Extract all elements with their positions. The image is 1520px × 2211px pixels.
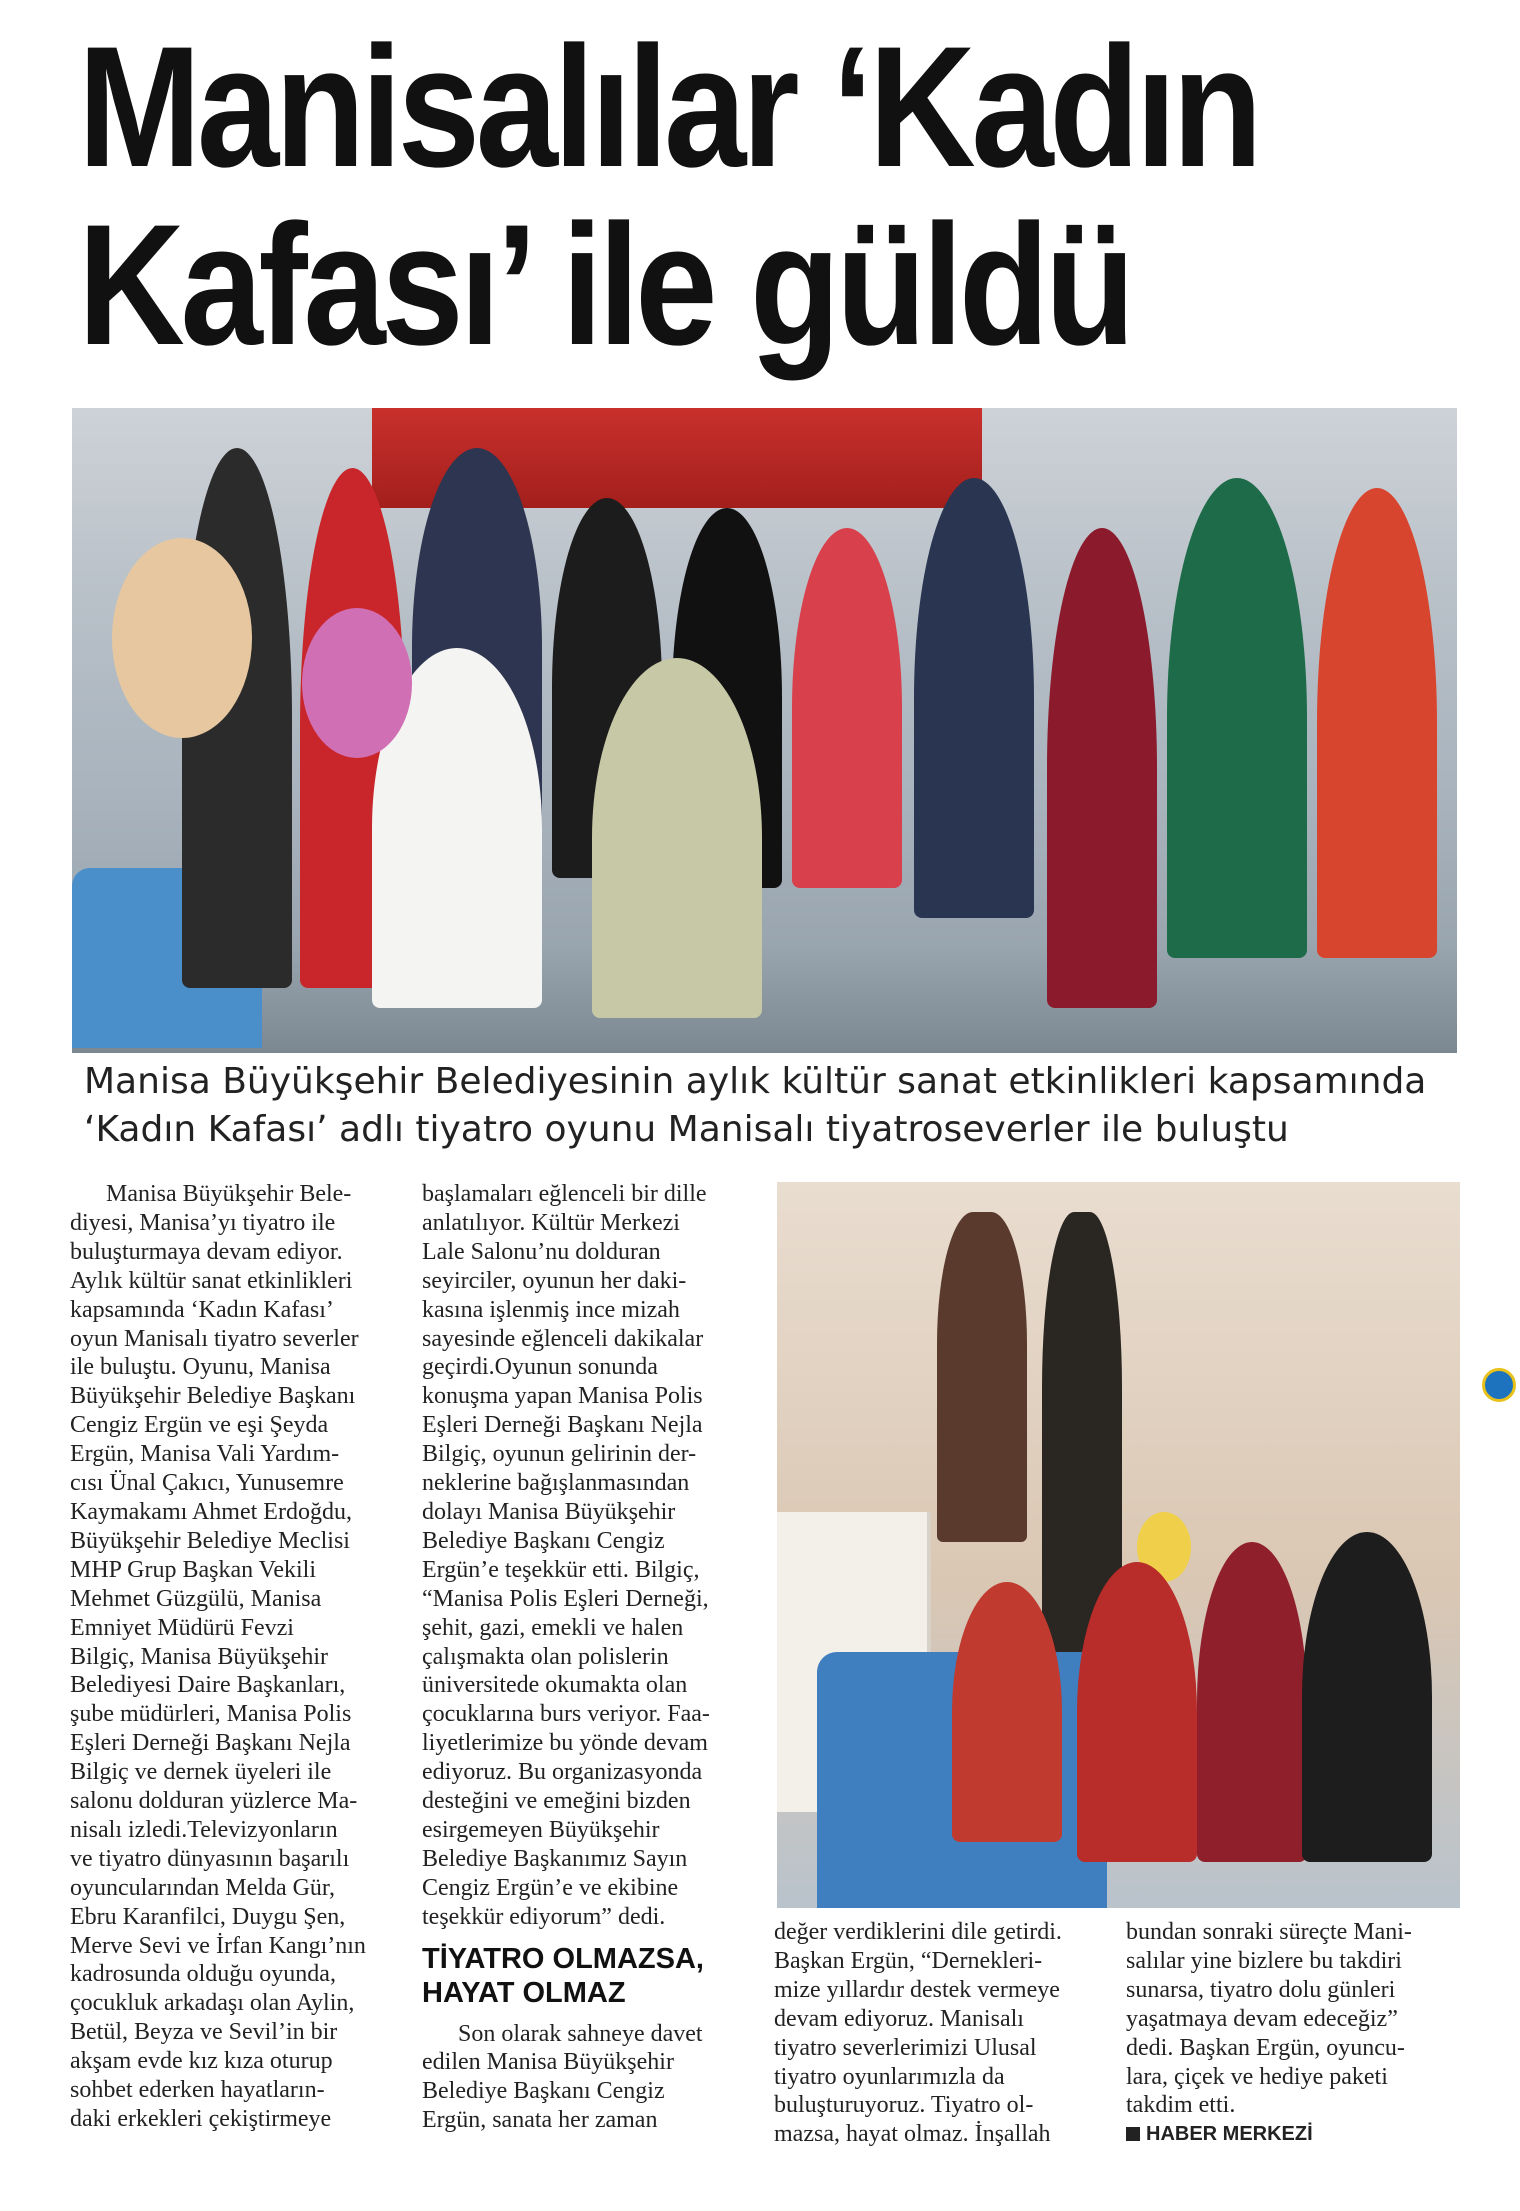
text-line: dedi. Başkan Ergün, oyuncu- — [1126, 2034, 1405, 2061]
text-line: liyetlerimize bu yönde devam — [422, 1730, 708, 1757]
eye-icon — [1482, 1368, 1516, 1402]
text-line: Belediye Başkanımız Sayın — [422, 1845, 688, 1872]
text-line: desteğini ve emeğini bizden — [422, 1788, 691, 1815]
text-line: kadrosunda olduğu oyunda, — [70, 1961, 336, 1988]
text-line: Cengiz Ergün’e ve ekibine — [422, 1874, 679, 1901]
text-line: üniversitede okumakta olan — [422, 1672, 688, 1699]
text-line: seyirciler, oyunun her daki- — [422, 1267, 687, 1294]
text-line: edilen Manisa Büyükşehir — [422, 2049, 674, 2076]
actress — [1077, 1562, 1197, 1862]
text-line: diyesi, Manisa’yı tiyatro ile — [70, 1209, 336, 1236]
text-line: Bilgiç, Manisa Büyükşehir — [70, 1643, 328, 1670]
text-line: kasına işlenmiş ince mizah — [422, 1296, 680, 1323]
text-line: tiyatro severlerimizi Ulusal — [774, 2034, 1037, 2061]
deck-line-1: Manisa Büyükşehir Belediyesinin aylık kültür sanat etkinlikleri kapsamında — [84, 1061, 1427, 1102]
text-line: Ebru Karanfilci, Duygu Şen, — [70, 1903, 346, 1930]
text-line: “Manisa Polis Eşleri Derneği, — [422, 1585, 709, 1612]
text-line: teşekkür ediyorum” dedi. — [422, 1903, 666, 1930]
byline — [1126, 2120, 1456, 2149]
text-line: şube müdürleri, Manisa Polis — [70, 1701, 352, 1728]
text-line: Belediye Başkanı Cengiz — [422, 1527, 665, 1554]
text-line: ve tiyatro dünyasının başarılı — [70, 1845, 350, 1872]
article-column-1 — [70, 1180, 400, 2134]
text-line: sunarsa, tiyatro dolu günleri — [1126, 1976, 1396, 2003]
subheading-line-1: TİYATRO OLMAZSA, — [422, 1942, 704, 1975]
actress — [952, 1582, 1062, 1842]
article-column-3 — [774, 1918, 1104, 2149]
text-line: Belediyesi Daire Başkanları, — [70, 1672, 346, 1699]
text-line: Büyükşehir Belediye Meclisi — [70, 1527, 350, 1554]
text-line: çalışmakta olan polislerin — [422, 1643, 669, 1670]
text-line: geçirdi.Oyunun sonunda — [422, 1354, 658, 1381]
hanging-coat — [937, 1212, 1027, 1542]
text-line: çocuklarına burs veriyor. Faa- — [422, 1701, 710, 1728]
text-line: oyuncularından Melda Gür, — [70, 1874, 335, 1901]
text-line: Betül, Beyza ve Sevil’in bir — [70, 2019, 338, 2046]
headline-line-1: Manisalılar ‘Kadın — [78, 11, 1259, 203]
text-line: esirgemeyen Büyükşehir — [422, 1816, 660, 1843]
text-line: Başkan Ergün, “Dernekleri- — [774, 1947, 1043, 1974]
text-line: MHP Grup Başkan Vekili — [70, 1556, 316, 1583]
deck-line-2: ‘Kadın Kafası’ adlı tiyatro oyunu Manisalı tiyatroseverler ile buluştu — [84, 1109, 1289, 1150]
text-line: Merve Sevi ve İrfan Kangı’nın — [70, 1932, 366, 1959]
person — [1047, 528, 1157, 1008]
headline — [78, 11, 1265, 381]
person — [792, 528, 902, 888]
actress — [1302, 1532, 1432, 1862]
main-photo — [72, 408, 1457, 1053]
text-line: mazsa, hayat olmaz. İnşallah — [774, 2121, 1051, 2148]
text-line: lara, çiçek ve hediye paketi — [1126, 2063, 1388, 2090]
text-line: Eşleri Derneği Başkanı Nejla — [422, 1412, 703, 1439]
text-line: Kaymakamı Ahmet Erdoğdu, — [70, 1498, 352, 1525]
square-bullet-icon — [1126, 2127, 1140, 2141]
text-line: salılar yine bizlere bu takdiri — [1126, 1947, 1402, 1974]
text-line: Ergün’e teşekkür etti. Bilgiç, — [422, 1556, 700, 1583]
text-line: Cengiz Ergün ve eşi Şeyda — [70, 1412, 329, 1439]
headline-line-2: Kafası’ ile güldü — [78, 189, 1131, 381]
text-line: Belediye Başkanı Cengiz — [422, 2078, 665, 2105]
person — [1317, 488, 1437, 958]
text-line: tiyatro oyunlarımızla da — [774, 2063, 1005, 2090]
text-line: Emniyet Müdürü Fevzi — [70, 1614, 294, 1641]
text-line: Mehmet Güzgülü, Manisa — [70, 1585, 322, 1612]
text-line: buluşturmaya devam ediyor. — [70, 1238, 343, 1265]
subheading-line-2: HAYAT OLMAZ — [422, 1976, 626, 2009]
article-column-2 — [422, 1180, 752, 2135]
text-line: konuşma yapan Manisa Polis — [422, 1383, 703, 1410]
text-line: Manisa Büyükşehir Bele- — [106, 1181, 352, 1207]
article-column-4 — [1126, 1918, 1456, 2149]
text-line: ile buluştu. Oyunu, Manisa — [70, 1354, 331, 1381]
text-line: cısı Ünal Çakıcı, Yunusemre — [70, 1470, 344, 1497]
text-line: Bilgiç, oyunun gelirinin der- — [422, 1441, 697, 1468]
text-line: şehit, gazi, emekli ve halen — [422, 1614, 684, 1641]
text-line: salonu dolduran yüzlerce Ma- — [70, 1788, 358, 1815]
person — [1167, 478, 1307, 958]
actress — [1197, 1542, 1307, 1862]
text-line: başlamaları eğlenceli bir dille — [422, 1181, 707, 1207]
subheading — [422, 1942, 752, 2010]
text-line: Ergün, Manisa Vali Yardım- — [70, 1441, 340, 1468]
text-line: sohbet ederken hayatların- — [70, 2077, 325, 2104]
text-line: yaşatmaya devam edeceğiz” — [1126, 2005, 1398, 2032]
deck-summary — [84, 1058, 1464, 1154]
byline-text: HABER MERKEZİ — [1146, 2123, 1313, 2146]
text-line: ediyoruz. Bu organizasyonda — [422, 1759, 703, 1786]
person — [914, 478, 1034, 918]
text-line: nisalı izledi.Televizyonların — [70, 1816, 338, 1843]
text-line: Ergün, sanata her zaman — [422, 2107, 658, 2134]
text-line: buluşturuyoruz. Tiyatro ol- — [774, 2092, 1034, 2119]
text-line: değer verdiklerini dile getirdi. — [774, 1919, 1062, 1945]
text-line: Büyükşehir Belediye Başkanı — [70, 1383, 356, 1410]
text-line: dolayı Manisa Büyükşehir — [422, 1498, 676, 1525]
flower-bouquet — [302, 608, 412, 758]
text-line: mize yıllardır destek vermeye — [774, 1976, 1060, 2003]
text-line: çocukluk arkadaşı olan Aylin, — [70, 1990, 355, 2017]
text-line: neklerine bağışlanmasından — [422, 1470, 690, 1497]
text-line: Aylık kültür sanat etkinlikleri — [70, 1267, 353, 1294]
text-line: kapsamında ‘Kadın Kafası’ — [70, 1296, 334, 1323]
text-line: takdim etti. — [1126, 2092, 1236, 2119]
flower-bouquet — [112, 538, 252, 738]
text-line: daki erkekleri çekiştirmeye — [70, 2106, 332, 2132]
text-line: bundan sonraki süreçte Mani- — [1126, 1919, 1412, 1945]
text-line: Lale Salonu’nu dolduran — [422, 1238, 661, 1265]
text-line: oyun Manisalı tiyatro severler — [70, 1325, 359, 1352]
text-line: akşam evde kız kıza oturup — [70, 2048, 333, 2075]
text-line: Eşleri Derneği Başkanı Nejla — [70, 1730, 351, 1757]
text-line: Son olarak sahneye davet — [458, 2020, 703, 2047]
text-line: devam ediyoruz. Manisalı — [774, 2005, 1024, 2032]
stage-photo — [777, 1182, 1460, 1908]
text-line: Bilgiç ve dernek üyeleri ile — [70, 1759, 332, 1786]
text-line: sayesinde eğlenceli dakikalar — [422, 1325, 704, 1352]
text-line: anlatılıyor. Kültür Merkezi — [422, 1209, 680, 1236]
person — [592, 658, 762, 1018]
